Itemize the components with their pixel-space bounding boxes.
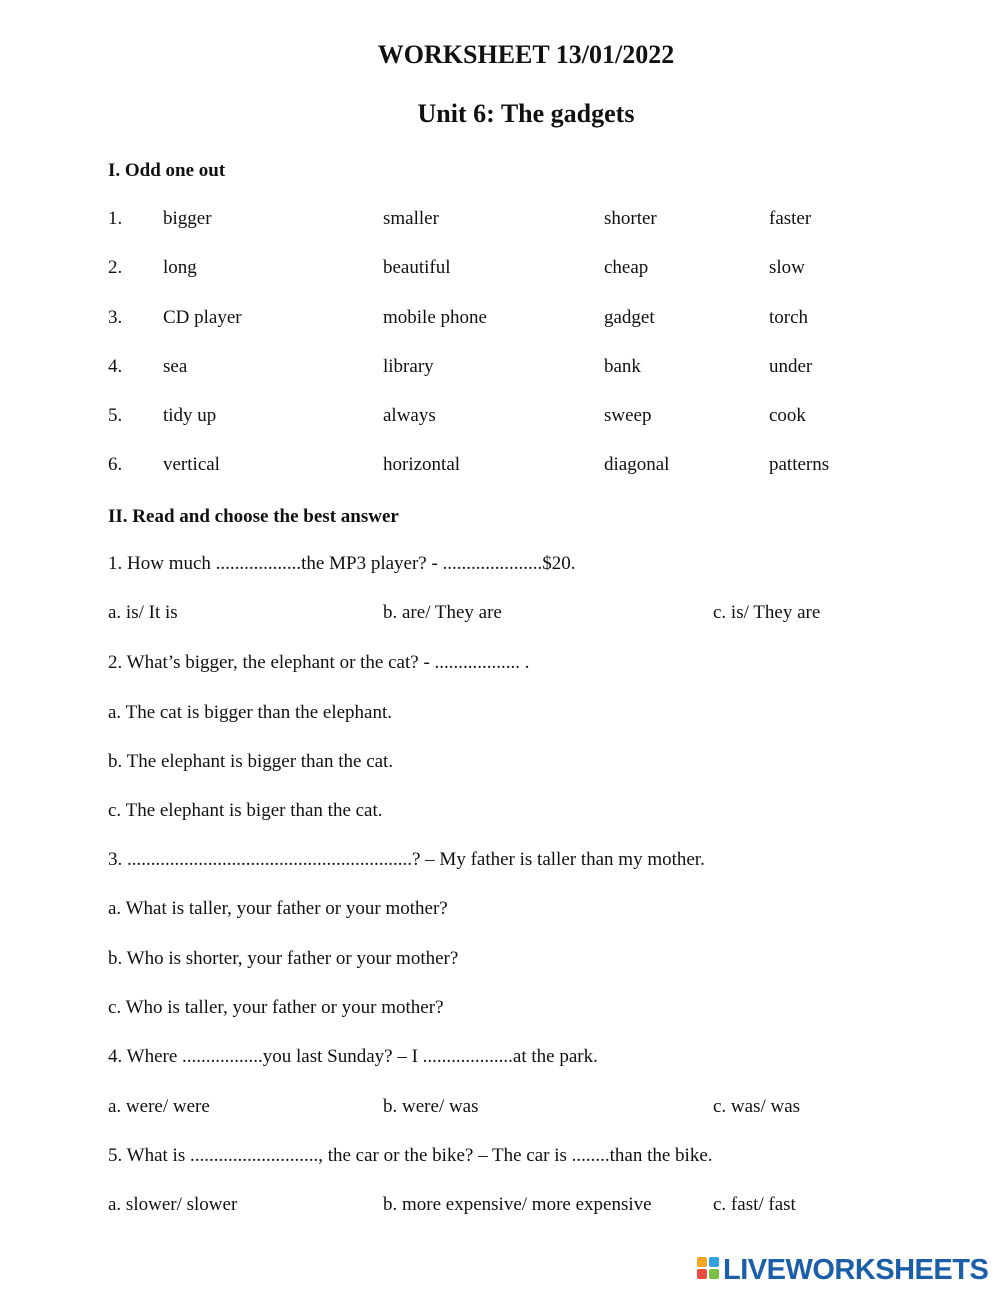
word-option[interactable]: shorter — [604, 208, 657, 229]
question-2: 2. What’s bigger, the elephant or the cat? - .................. . — [108, 652, 530, 673]
word-option[interactable]: beautiful — [383, 257, 451, 278]
liveworksheets-brand[interactable] — [697, 1254, 997, 1286]
odd-one-out-row — [0, 405, 1000, 433]
brand-name: LIVEWORKSHEETS — [723, 1254, 989, 1286]
unit-title: Unit 6: The gadgets — [417, 99, 635, 128]
word-option[interactable]: library — [383, 356, 434, 377]
answer-option-a[interactable]: a. were/ were — [108, 1096, 210, 1117]
word-option[interactable]: horizontal — [383, 454, 461, 475]
word-option[interactable]: always — [383, 405, 436, 426]
word-option[interactable]: cheap — [604, 257, 649, 278]
answer-option-c[interactable]: c. was/ was — [713, 1096, 801, 1117]
word-option[interactable]: faster — [769, 208, 812, 229]
answer-option-b[interactable]: b. The elephant is bigger than the cat. — [108, 751, 394, 772]
word-option[interactable]: mobile phone — [383, 307, 487, 328]
logo-tile — [697, 1269, 707, 1279]
word-option[interactable]: smaller — [383, 208, 439, 229]
row-number: 3. — [108, 307, 123, 328]
word-option[interactable]: tidy up — [163, 405, 217, 426]
word-option[interactable]: cook — [769, 405, 806, 426]
question-1: 1. How much ..................the MP3 player? - .....................$20. — [108, 553, 576, 574]
odd-one-out-row — [0, 208, 1000, 236]
section-choose-answer-title: II. Read and choose the best answer — [108, 506, 399, 527]
odd-one-out-row — [0, 257, 1000, 285]
row-number: 6. — [108, 454, 123, 475]
answer-option-a[interactable]: a. What is taller, your father or your mother? — [108, 898, 448, 919]
answer-option-c[interactable]: c. fast/ fast — [713, 1194, 796, 1215]
question-4-options — [0, 1096, 1000, 1124]
logo-tile — [709, 1269, 719, 1279]
row-number: 1. — [108, 208, 123, 229]
row-number: 4. — [108, 356, 123, 377]
odd-one-out-row — [0, 356, 1000, 384]
logo-tile — [709, 1257, 719, 1267]
question-4: 4. Where .................you last Sunday? – I ...................at the park. — [108, 1046, 598, 1067]
word-option[interactable]: slow — [769, 257, 805, 278]
odd-one-out-row — [0, 307, 1000, 335]
answer-option-a[interactable]: a. The cat is bigger than the elephant. — [108, 702, 393, 723]
question-5: 5. What is ..........................., the car or the bike? – The car is ........than the bike. — [108, 1145, 713, 1166]
logo-tile — [697, 1257, 707, 1267]
answer-option-a[interactable]: a. slower/ slower — [108, 1194, 238, 1215]
word-option[interactable]: patterns — [769, 454, 830, 475]
section-odd-one-out-title: I. Odd one out — [108, 160, 226, 181]
liveworksheets-logo-icon — [697, 1257, 721, 1281]
answer-option-b[interactable]: b. were/ was — [383, 1096, 479, 1117]
row-number: 5. — [108, 405, 123, 426]
question-5-options — [0, 1194, 1000, 1222]
question-1-options — [0, 602, 1000, 630]
word-option[interactable]: CD player — [163, 307, 242, 328]
word-option[interactable]: bigger — [163, 208, 212, 229]
answer-option-b[interactable]: b. more expensive/ more expensive — [383, 1194, 652, 1215]
answer-option-b[interactable]: b. Who is shorter, your father or your mother? — [108, 948, 459, 969]
answer-option-c[interactable]: c. Who is taller, your father or your mother? — [108, 997, 444, 1018]
answer-option-b[interactable]: b. are/ They are — [383, 602, 502, 623]
question-3: 3. ............................................................? – My father is taller than my mother. — [108, 849, 705, 870]
word-option[interactable]: sea — [163, 356, 188, 377]
word-option[interactable]: gadget — [604, 307, 655, 328]
word-option[interactable]: long — [163, 257, 197, 278]
word-option[interactable]: sweep — [604, 405, 652, 426]
row-number: 2. — [108, 257, 123, 278]
word-option[interactable]: vertical — [163, 454, 220, 475]
answer-option-a[interactable]: a. is/ It is — [108, 602, 178, 623]
word-option[interactable]: torch — [769, 307, 809, 328]
worksheet-title: WORKSHEET 13/01/2022 — [377, 40, 675, 69]
word-option[interactable]: under — [769, 356, 813, 377]
word-option[interactable]: bank — [604, 356, 641, 377]
odd-one-out-row — [0, 454, 1000, 482]
word-option[interactable]: diagonal — [604, 454, 670, 475]
answer-option-c[interactable]: c. is/ They are — [713, 602, 821, 623]
answer-option-c[interactable]: c. The elephant is biger than the cat. — [108, 800, 383, 821]
